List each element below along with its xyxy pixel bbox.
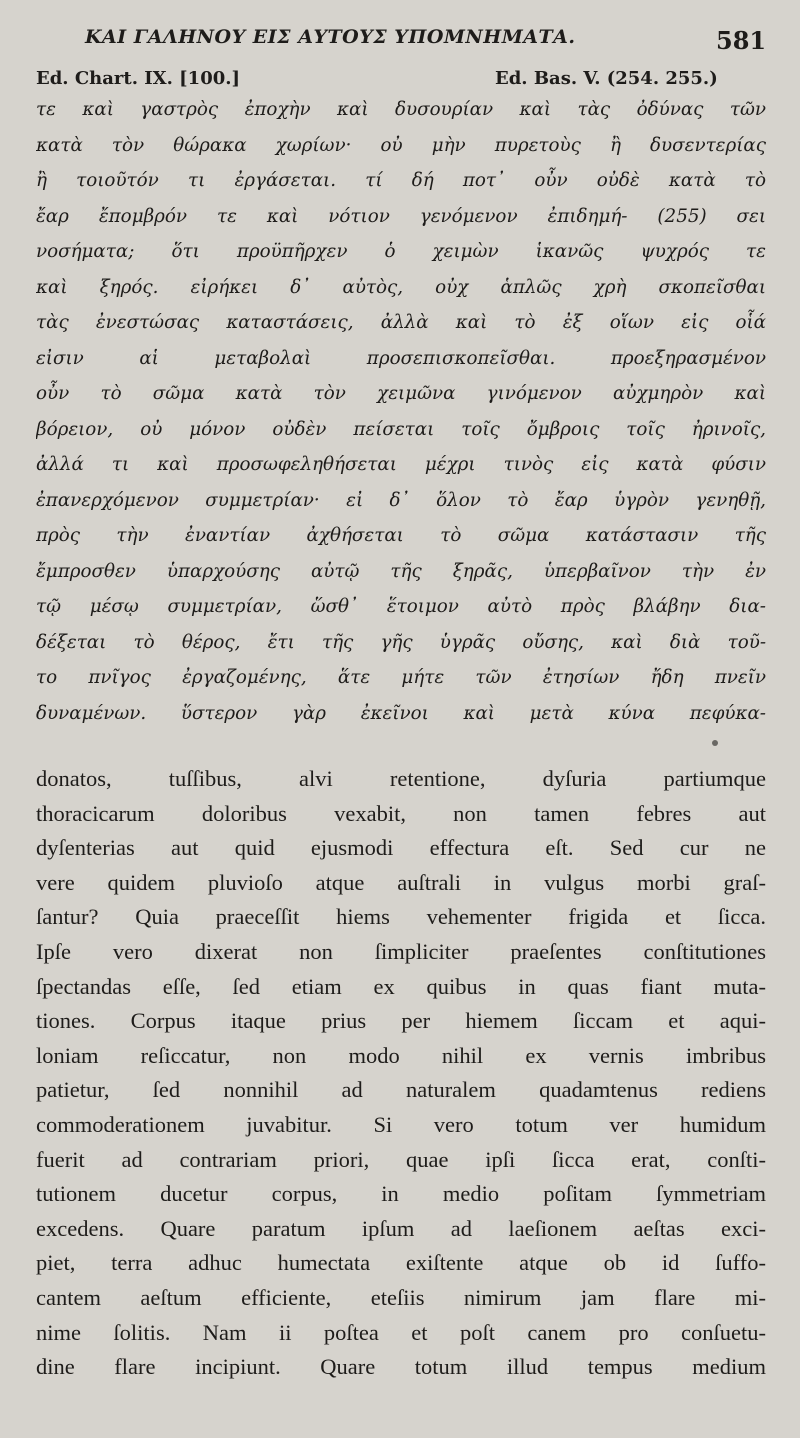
latin-line: cantem aeſtum efficiente, eteſiis nimirum jam flare mi- bbox=[36, 1284, 766, 1310]
latin-line: donatos, tuſſibus, alvi retentione, dyſuria partiumque bbox=[36, 766, 766, 791]
latin-line: ſpectandas eſſe, ſed etiam ex quibus in quas fiant muta- bbox=[36, 973, 766, 999]
latin-line: vere quidem pluvioſo atque auſtrali in vulgus morbi graſ- bbox=[36, 869, 766, 895]
greek-line: δέξεται τὸ θέρος, ἔτι τῆς γῆς ὑγρᾶς οὔσης, καὶ διὰ τοῦ- bbox=[36, 631, 766, 653]
greek-line: βόρειον, οὐ μόνον οὐδὲν πείσεται τοῖς ὄμβροις τοῖς ἠρινοῖς, bbox=[36, 418, 766, 440]
greek-line: ἀλλά τι καὶ προσωφεληθήσεται μέχρι τινὸς εἰς κατὰ φύσιν bbox=[36, 454, 766, 475]
latin-line: piet, terra adhuc humectata exiſtente atque ob id ſuffo- bbox=[36, 1250, 766, 1276]
greek-line: δυναμένων. ὕστερον γὰρ ἐκεῖνοι καὶ μετὰ κύνα πεφύκα- bbox=[36, 702, 766, 724]
greek-line: τε καὶ γαστρὸς ἐποχὴν καὶ δυσουρίαν καὶ τὰς ὀδύνας τῶν bbox=[36, 99, 766, 120]
latin-line: ſantur? Quia praeceſſit hiems vehementer frigida et ſicca. bbox=[36, 904, 766, 930]
greek-line: ἐπανερχόμενον συμμετρίαν· εἰ δ᾽ ὅλον τὸ ἔαρ ὑγρὸν γενηθῇ, bbox=[36, 489, 766, 511]
latin-line: thoracicarum doloribus vexabit, non tamen febres aut bbox=[36, 800, 766, 826]
latin-line: excedens. Quare paratum ipſum ad laeſionem aeſtas exci- bbox=[36, 1215, 766, 1241]
latin-line: dine flare incipiunt. Quare totum illud tempus medium bbox=[36, 1354, 766, 1380]
greek-line: τῷ μέσῳ συμμετρίαν, ὥσθ᾽ ἕτοιμον αὐτὸ πρὸς βλάβην δια- bbox=[36, 596, 766, 617]
latin-line: nime ſolitis. Nam ii poſtea et poſt canem pro conſuetu- bbox=[36, 1319, 766, 1345]
edition-reference-chartier: Ed. Chart. IX. [100.] bbox=[36, 68, 241, 89]
latin-text-block bbox=[36, 762, 766, 1385]
greek-line: καὶ ξηρός. εἰρήκει δ᾽ αὐτὸς, οὐχ ἁπλῶς χρὴ σκοπεῖσθαι bbox=[36, 276, 766, 298]
greek-line: ἔμπροσθεν ὑπαρχούσης αὐτῷ τῆς ξηρᾶς, ὑπερβαῖνον τὴν ἐν bbox=[36, 560, 766, 582]
running-head: ΚΑΙ ΓΑΛΗΝΟΥ ΕΙΣ ΑΥΤΟΥΣ ΥΠΟΜΝΗΜΑΤΑ. bbox=[85, 26, 576, 48]
latin-line: patietur, ſed nonnihil ad naturalem quadamtenus rediens bbox=[36, 1077, 766, 1103]
page-number: 581 bbox=[716, 26, 767, 55]
latin-line: tutionem ducetur corpus, in medio poſitam ſymmetriam bbox=[36, 1181, 766, 1207]
greek-line: το πνῖγος ἐργαζομένης, ἅτε μήτε τῶν ἐτησίων ἤδη πνεῖν bbox=[36, 667, 766, 688]
greek-line: νοσήματα; ὅτι προϋπῆρχεν ὁ χειμὼν ἱκανῶς ψυχρός τε bbox=[36, 241, 766, 262]
greek-line: πρὸς τὴν ἐναντίαν ἀχθήσεται τὸ σῶμα κατάστασιν τῆς bbox=[36, 525, 766, 546]
greek-line: οὖν τὸ σῶμα κατὰ τὸν χειμῶνα γινόμενον αὐχμηρὸν καὶ bbox=[36, 383, 766, 404]
latin-line: dyſenterias aut quid ejusmodi effectura eſt. Sed cur ne bbox=[36, 835, 766, 861]
latin-line: tiones. Corpus itaque prius per hiemem ſiccam et aqui- bbox=[36, 1008, 766, 1034]
greek-line: κατὰ τὸν θώρακα χωρίων· οὐ μὴν πυρετοὺς ἢ δυσεντερίας bbox=[36, 134, 766, 156]
latin-line: Ipſe vero dixerat non ſimpliciter praeſentes conſtitutiones bbox=[36, 938, 766, 964]
greek-line: ἢ τοιοῦτόν τι ἐργάσεται. τί δή ποτ᾽ οὖν οὐδὲ κατὰ τὸ bbox=[36, 170, 766, 191]
latin-line: commoderationem juvabitur. Si vero totum ver humidum bbox=[36, 1111, 766, 1137]
edition-reference-basel: Ed. Bas. V. (254. 255.) bbox=[495, 68, 718, 89]
greek-line: εἰσιν αἱ μεταβολαὶ προσεπισκοπεῖσθαι. προεξηρασμένον bbox=[36, 347, 766, 369]
greek-line: ἔαρ ἔπομβρόν τε καὶ νότιον γενόμενον ἐπιδημή- (255) σει bbox=[36, 205, 766, 227]
section-divider-dot bbox=[712, 740, 718, 746]
greek-line: τὰς ἐνεστώσας καταστάσεις, ἀλλὰ καὶ τὸ ἐξ οἵων εἰς οἷά bbox=[36, 312, 766, 333]
latin-line: loniam reſiccatur, non modo nihil ex vernis imbribus bbox=[36, 1042, 766, 1068]
greek-text-block bbox=[36, 92, 766, 731]
latin-line: fuerit ad contrariam priori, quae ipſi ſicca erat, conſti- bbox=[36, 1146, 766, 1172]
